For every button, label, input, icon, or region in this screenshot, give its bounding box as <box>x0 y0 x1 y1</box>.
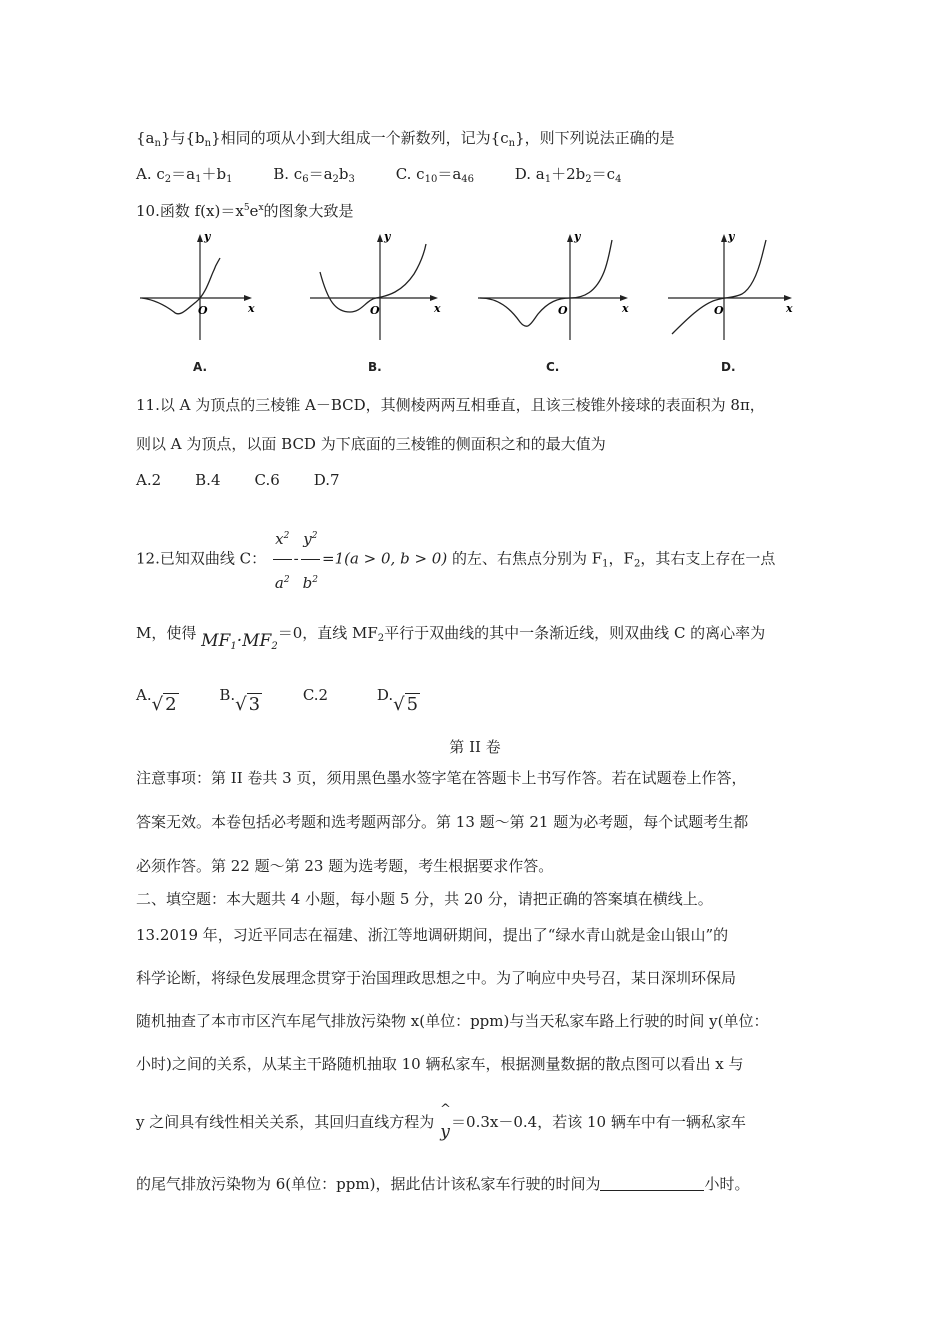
q12-line1 <box>136 516 775 603</box>
q12-text: 平行于双曲线的其中一条渐近线，则双曲线 C 的离心率为 <box>384 624 766 642</box>
opt-sub: 4 <box>615 174 622 185</box>
q9-stem <box>136 128 675 154</box>
graph-a <box>136 228 266 348</box>
q13-line5 <box>136 1102 746 1142</box>
opt-sub: 1 <box>544 174 552 185</box>
x-axis-label: x <box>786 302 793 315</box>
opt-text: ＝a <box>171 165 196 183</box>
q12-option-b <box>219 680 262 720</box>
hat-mark: ^ <box>440 1102 451 1117</box>
notice-line1: 注意事项：第 II 卷共 3 页，须用黑色墨水签字笔在答题卡上书写作答。若在试题卷上作答， <box>136 769 747 787</box>
q12-text: M，使得 <box>136 624 197 642</box>
q13-line2: 科学论断，将绿色发展理念贯穿于治国理政思想之中。为了响应中央号召，某日深圳环保局 <box>136 969 737 987</box>
opt-label: D. <box>376 686 394 704</box>
y-axis-label: y <box>204 230 211 243</box>
opt-label: A. <box>136 686 152 704</box>
origin-label: O <box>714 304 724 317</box>
q12-text: ，F <box>608 549 634 568</box>
opt-text: B. c <box>273 165 303 183</box>
sqrt-sign: √ <box>151 694 164 715</box>
opt-sub: 6 <box>302 174 309 185</box>
q9-option-d <box>515 164 622 190</box>
opt-sub: 10 <box>424 174 438 185</box>
x-axis-label: x <box>434 302 441 315</box>
opt-text: ＋b <box>201 165 227 183</box>
radicand: 3 <box>248 694 261 715</box>
opt-text: ＝a <box>437 165 462 183</box>
part2-heading: 二、填空题：本大题共 4 小题，每小题 5 分，共 20 分，请把正确的答案填在横线上。 <box>136 890 713 908</box>
q12-text: ，其右支上存在一点 <box>640 549 776 568</box>
q13-text: 小时。 <box>704 1175 750 1193</box>
q12-text: 的左、右焦点分别为 F <box>451 549 603 568</box>
y-axis-label: y <box>574 230 581 243</box>
sqrt-sign: √ <box>235 694 247 715</box>
q11-options <box>136 470 376 490</box>
opt-text: ＋2b <box>551 165 586 183</box>
opt-sub: 46 <box>461 174 474 185</box>
x-axis-label: x <box>622 302 629 315</box>
frac-num: y <box>303 530 312 548</box>
opt-text: b <box>338 165 349 183</box>
opt-sub: 2 <box>332 174 339 185</box>
opt-text: A. c <box>136 165 165 183</box>
q13-line6 <box>136 1174 749 1194</box>
origin-label: O <box>370 304 380 317</box>
sqrt-sign: √ <box>393 694 405 715</box>
exp: 2 <box>312 575 318 585</box>
origin-label: O <box>198 304 208 317</box>
q12-sub: 2 <box>377 633 385 644</box>
notice-line3: 必须作答。第 22 题～第 23 题为选考题，考生根据要求作答。 <box>136 857 554 875</box>
q13-text: 的尾气排放污染物为 6(单位：ppm)，据此估计该私家车行驶的时间为 <box>136 1175 601 1193</box>
exp: 2 <box>283 531 290 541</box>
q9-option-b <box>273 164 355 190</box>
q9-options <box>136 164 657 190</box>
q12-text: ＝0，直线 MF <box>277 624 378 642</box>
q13-line3: 随机抽查了本市市区汽车尾气排放污染物 x(单位：ppm)与当天私家车路上行驶的时间 y(单位： <box>136 1012 769 1030</box>
fraction-y2-b2 <box>301 516 320 603</box>
q10-text: 的图象大致是 <box>263 202 354 220</box>
q13-text: y 之间具有线性相关关系，其回归直线方程为 <box>136 1113 435 1131</box>
graph-b <box>306 228 446 348</box>
exp: 2 <box>283 575 290 585</box>
q11-option-b: B.4 <box>195 471 221 489</box>
q10-text: 10.函数 f(x)＝x <box>136 202 244 220</box>
q12-sub: 1 <box>602 558 609 570</box>
q11-line1: 11.以 A 为顶点的三棱锥 A－BCD，其侧棱两两互相垂直，且该三棱锥外接球的表面积为 8π， <box>136 396 765 414</box>
graph-d <box>666 228 801 348</box>
q12-sub: 2 <box>633 558 641 570</box>
opt-text: D. a <box>514 165 545 183</box>
y-variable: y <box>440 1122 450 1142</box>
q9-sub: n <box>204 138 212 149</box>
x-axis-label: x <box>248 302 255 315</box>
frac-num: x <box>275 530 284 548</box>
opt-sub: 1 <box>195 174 202 185</box>
q12-condition: =1(a > 0, b > 0) <box>322 549 448 568</box>
q9-text: }与{b <box>160 129 205 147</box>
fraction-x2-a2 <box>273 516 292 603</box>
graph-label-c: C. <box>546 360 560 374</box>
y-axis-label: y <box>728 230 735 243</box>
q9-option-a <box>136 164 232 190</box>
sqrt <box>393 690 420 720</box>
opt-sub: 1 <box>226 174 233 185</box>
sqrt <box>235 690 262 720</box>
vec: ·MF <box>236 631 272 651</box>
vec-sub: 2 <box>271 641 278 652</box>
q10-sup: x <box>258 203 264 213</box>
opt-sub: 2 <box>585 174 592 185</box>
q9-text: {a <box>136 129 155 147</box>
graph-label-b: B. <box>368 360 382 374</box>
vec: MF <box>201 631 231 651</box>
graph-label-d: D. <box>721 360 736 374</box>
graph-label-a: A. <box>193 360 208 374</box>
q13-line1: 13.2019 年，习近平同志在福建、浙江等地调研期间，提出了“绿水青山就是金山银山”的 <box>136 926 729 944</box>
q12-option-d <box>377 680 420 720</box>
q11-option-a: A.2 <box>136 471 162 489</box>
opt-sub: 2 <box>164 174 172 185</box>
q13-text: ＝0.3x－0.4，若该 10 辆车中有一辆私家车 <box>451 1113 746 1131</box>
opt-label: B. <box>219 686 236 704</box>
q9-text: }相同的项从小到大组成一个新数列，记为{c <box>211 129 509 147</box>
graph-c <box>476 228 636 348</box>
opt-sub: 3 <box>348 174 355 185</box>
exp: 2 <box>311 531 318 541</box>
q12-option-a <box>136 680 179 720</box>
q12-options <box>136 680 456 720</box>
vec-sub: 1 <box>230 641 237 652</box>
q13-line4: 小时)之间的关系，从某主干路随机抽取 10 辆私家车，根据测量数据的散点图可以看出 x 与 <box>136 1055 744 1073</box>
frac-den: a <box>274 574 284 592</box>
q9-sub: n <box>154 138 161 149</box>
sqrt <box>152 690 179 720</box>
y-hat <box>439 1102 451 1142</box>
y-axis-label: y <box>384 230 391 243</box>
section-title: 第 II 卷 <box>449 738 501 756</box>
opt-text: ＝c <box>591 165 616 183</box>
q11-line2: 则以 A 为顶点，以面 BCD 为下底面的三棱锥的侧面积之和的最大值为 <box>136 435 606 453</box>
q11-option-d: D.7 <box>313 471 340 489</box>
vector-product <box>201 631 278 651</box>
q9-option-c <box>396 164 474 190</box>
q10-text: e <box>249 202 259 220</box>
q12-option-c: C.2 <box>302 686 329 704</box>
minus: - <box>293 549 299 568</box>
q12-line2 <box>136 618 765 662</box>
q10-stem <box>136 198 354 221</box>
radicand: 5 <box>406 694 419 715</box>
q9-sub: n <box>508 138 516 149</box>
q9-text: }，则下列说法正确的是 <box>515 129 675 147</box>
answer-blank[interactable] <box>600 1176 704 1191</box>
q10-sup: 5 <box>243 203 250 213</box>
notice-line2: 答案无效。本卷包括必考题和选考题两部分。第 13 题～第 21 题为必考题，每个试题考生都 <box>136 813 749 831</box>
opt-text: ＝a <box>308 165 333 183</box>
q11-option-c: C.6 <box>254 471 280 489</box>
origin-label: O <box>558 304 568 317</box>
frac-den: b <box>302 574 313 592</box>
q12-text: 12.已知双曲线 C： <box>136 549 267 568</box>
opt-text: C. c <box>395 165 425 183</box>
radicand: 2 <box>165 694 177 715</box>
